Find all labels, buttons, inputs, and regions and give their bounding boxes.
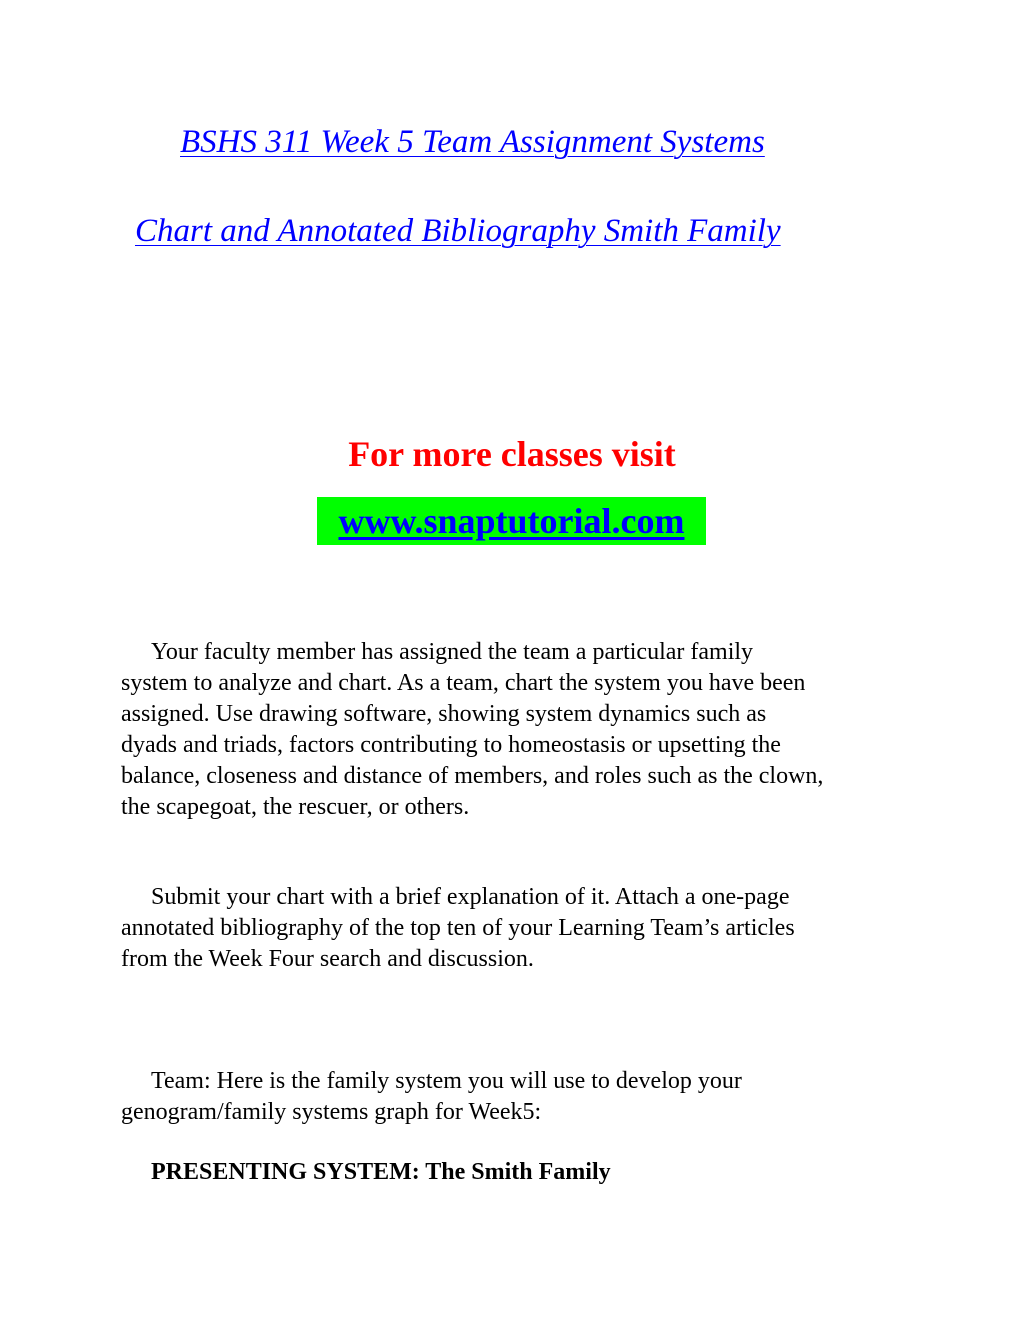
paragraph-line: from the Week Four search and discussion. (121, 946, 534, 972)
assignment-paragraph (121, 637, 823, 823)
paragraph-line: Team: Here is the family system you will use to develop your (151, 1068, 742, 1094)
paragraph-line: genogram/family systems graph for Week5: (121, 1099, 542, 1125)
paragraph-line: dyads and triads, factors contributing to homeostasis or upsetting the (121, 732, 781, 758)
paragraph-line: assigned. Use drawing software, showing system dynamics such as (121, 701, 767, 727)
paragraph-line: annotated bibliography of the top ten of your Learning Team’s articles (121, 915, 795, 941)
paragraph-line: balance, closeness and distance of members, and roles such as the clown, (121, 763, 824, 789)
paragraph-line: Submit your chart with a brief explanation of it. Attach a one-page (151, 884, 790, 910)
title-link-line-1[interactable]: BSHS 311 Week 5 Team Assignment Systems (180, 124, 765, 160)
team-paragraph (121, 1066, 742, 1128)
presenting-system-heading: PRESENTING SYSTEM: The Smith Family (151, 1159, 611, 1185)
paragraph-line: the scapegoat, the rescuer, or others. (121, 794, 470, 820)
website-link-highlight (317, 497, 706, 545)
paragraph-line: system to analyze and chart. As a team, chart the system you have been (121, 670, 806, 696)
submission-paragraph (121, 882, 795, 975)
website-link[interactable]: www.snaptutorial.com (338, 501, 685, 541)
title-link-line-2[interactable]: Chart and Annotated Bibliography Smith Family (135, 213, 781, 249)
paragraph-line: Your faculty member has assigned the team a particular family (151, 639, 754, 665)
promo-text: For more classes visit (348, 434, 676, 474)
